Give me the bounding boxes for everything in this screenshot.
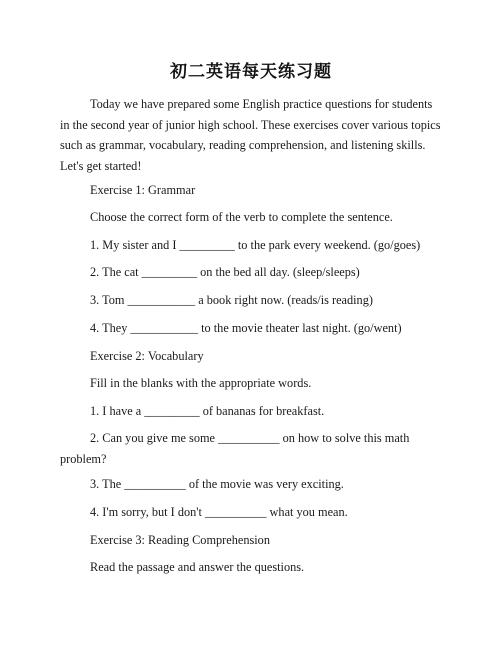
exercise1-instruction: Choose the correct form of the verb to complete the sentence. (90, 210, 393, 224)
exercise2-instruction: Fill in the blanks with the appropriate words. (90, 376, 312, 390)
intro-paragraph (60, 94, 442, 176)
exercise2-item: 1. I have a _________ of bananas for breakfast. (90, 404, 325, 418)
intro-text: Today we have prepared some English practice questions for students in the second year of junior high school. These exercises cover various topics such as grammar, vocabulary, reading comprehension, and listening skills. Let's get started! (60, 97, 441, 173)
exercise3-instruction: Read the passage and answer the questions. (90, 560, 305, 574)
document-title: 初二英语每天练习题 (170, 62, 332, 82)
exercise1-item: 2. The cat _________ on the bed all day. (sleep/sleeps) (90, 265, 360, 279)
exercise2-item: 3. The __________ of the movie was very exciting. (90, 477, 344, 491)
exercise2-item-wrapped (60, 428, 442, 469)
exercise2-heading: Exercise 2: Vocabulary (90, 349, 204, 363)
exercise1-heading: Exercise 1: Grammar (90, 183, 196, 197)
exercise1-item: 1. My sister and I _________ to the park every weekend. (go/goes) (90, 238, 421, 252)
exercise1-item: 3. Tom ___________ a book right now. (reads/is reading) (90, 293, 373, 307)
exercise3-heading: Exercise 3: Reading Comprehension (90, 533, 270, 547)
exercise1-item: 4. They ___________ to the movie theater last night. (go/went) (90, 321, 402, 335)
exercise2-item-text: 2. Can you give me some __________ on how to solve this math problem? (60, 431, 410, 466)
exercise2-item: 4. I'm sorry, but I don't __________ what you mean. (90, 505, 348, 519)
